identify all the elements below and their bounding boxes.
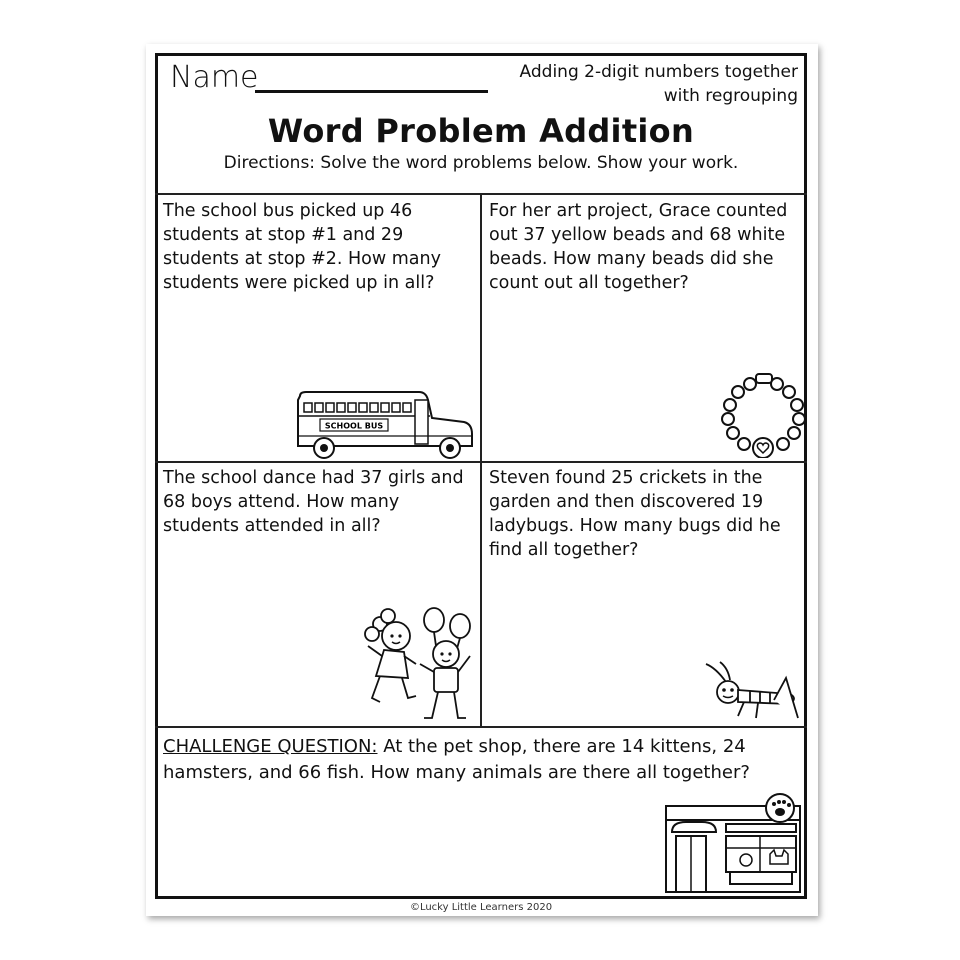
name-label: Name: [170, 60, 259, 95]
challenge-label: CHALLENGE QUESTION:: [163, 736, 378, 757]
column-divider: [480, 193, 482, 726]
bead-bracelet-icon: [720, 370, 806, 458]
directions-text: Directions: Solve the word problems below. Show your work.: [223, 153, 739, 173]
word-problem-4: Steven found 25 crickets in the garden and then discovered 19 ladybugs. How many bugs did he find all together?: [489, 468, 781, 560]
name-line: [255, 90, 488, 93]
worksheet-subtitle: [498, 60, 798, 108]
cricket-icon: [702, 660, 802, 724]
challenge-divider: [155, 726, 807, 728]
word-problem-1: The school bus picked up 46 students at stop #1 and 29 students at stop #2. How many students were picked up in all?: [163, 201, 441, 293]
challenge-text: At the pet shop, there are 14 kittens, 24 hamsters, and 66 fish. How many animals are there all together?: [163, 736, 750, 783]
subtitle-line-1: Adding 2-digit numbers together: [519, 62, 798, 82]
pet-shop-icon: [664, 790, 804, 894]
word-problem-2: For her art project, Grace counted out 37 yellow beads and 68 white beads. How many beads did she count out all together?: [489, 201, 788, 293]
word-problem-3: The school dance had 37 girls and 68 boys attend. How many students attended in all?: [163, 468, 464, 536]
dancing-kids-icon: [358, 606, 480, 724]
school-bus-icon: [294, 388, 476, 462]
challenge-question: [163, 734, 799, 786]
subtitle-line-2: with regrouping: [663, 86, 798, 106]
bus-sign-text: SCHOOL BUS: [324, 421, 384, 431]
copyright-footer: ©Lucky Little Learners 2020: [409, 902, 553, 913]
worksheet-title: Word Problem Addition: [267, 112, 695, 150]
